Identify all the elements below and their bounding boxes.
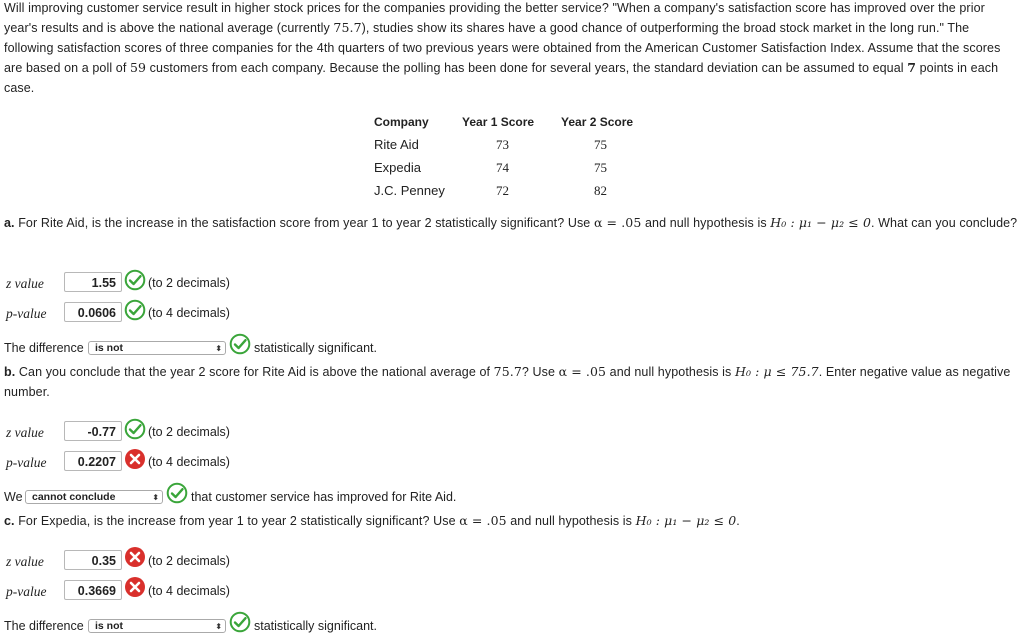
p-hint: (to 4 decimals) — [148, 306, 230, 320]
z-value-label: z value — [6, 554, 44, 569]
check-circle-icon — [124, 269, 146, 291]
part-b-z-input[interactable]: -0.77 — [64, 421, 122, 441]
p-hint: (to 4 decimals) — [148, 584, 230, 598]
part-c-p-input[interactable]: 0.3669 — [64, 580, 122, 600]
p-hint: (to 4 decimals) — [148, 455, 230, 469]
difference-prefix: The difference — [4, 619, 84, 633]
table-row: Expedia 74 75 — [374, 159, 607, 175]
p-value-label: p-value — [6, 455, 47, 470]
check-circle-icon — [229, 611, 251, 633]
we-prefix: We — [4, 490, 23, 504]
check-circle-icon — [229, 333, 251, 355]
p-value-label: p-value — [6, 584, 47, 599]
z-hint: (to 2 decimals) — [148, 276, 230, 290]
z-hint: (to 2 decimals) — [148, 554, 230, 568]
part-b-p-input[interactable]: 0.2207 — [64, 451, 122, 471]
part-c-question: c. For Expedia, is the increase from year 1 to year 2 statistically significant? Use α = .05 and null hypothesis is H₀ : μ₁ − μ₂ ≤ 0. — [4, 513, 740, 528]
header-year1: Year 1 Score — [462, 115, 535, 129]
x-circle-icon — [124, 448, 146, 470]
p-value-label: p-value — [6, 306, 47, 321]
part-a-difference-select[interactable]: is not ⬍ — [88, 341, 226, 355]
check-circle-icon — [124, 299, 146, 321]
part-a-question: a. For Rite Aid, is the increase in the satisfaction score from year 1 to year 2 statistically significant? Use α = .05 and null hypothesis is H₀ : μ₁ − μ₂ ≤ 0. What can you conclude? — [4, 215, 1018, 230]
difference-suffix: statistically significant. — [254, 619, 377, 633]
table-row: J.C. Penney 72 82 — [374, 182, 607, 198]
part-b-question: b. Can you conclude that the year 2 score for Rite Aid is above the national average of 75.7? Use α = .05 and null hypothesis is H₀ : μ ≤ 75.7. Enter negative value as negative number. — [4, 364, 1011, 399]
header-year2: Year 2 Score — [561, 115, 634, 129]
difference-prefix: The difference — [4, 341, 84, 355]
part-a-p-input[interactable]: 0.0606 — [64, 302, 122, 322]
x-circle-icon — [124, 546, 146, 568]
check-circle-icon — [124, 418, 146, 440]
table-row: Rite Aid 73 75 — [374, 136, 607, 152]
select-arrows-icon: ⬍ — [215, 622, 222, 631]
we-suffix: that customer service has improved for Rite Aid. — [191, 490, 457, 504]
check-circle-icon — [166, 482, 188, 504]
z-value-label: z value — [6, 276, 44, 291]
select-arrows-icon: ⬍ — [152, 493, 159, 502]
z-hint: (to 2 decimals) — [148, 425, 230, 439]
difference-suffix: statistically significant. — [254, 341, 377, 355]
header-company: Company — [374, 115, 429, 129]
z-value-label: z value — [6, 425, 44, 440]
part-a-z-input[interactable]: 1.55 — [64, 272, 122, 292]
scores-table — [374, 111, 651, 202]
x-circle-icon — [124, 576, 146, 598]
part-c-difference-select[interactable]: is not ⬍ — [88, 619, 226, 633]
part-b-conclusion-select[interactable]: cannot conclude ⬍ — [25, 490, 163, 504]
intro-paragraph: Will improving customer service result in higher stock prices for the companies providing the better service? "When a company's satisfaction score has improved over the prior year's results and is above the national average (currently 75.7), studies show its shares have a good chance of outperforming the broad stock market in the long run." The following satisfaction scores of three companies for the 4th quarters of two previous years were obtained from the American Customer Satisfaction Index. Assume that the scores are based on a poll of 59 customers from each company. Because the polling has been done for several years, the standard deviation can be assumed to equal 7 points in each case. — [4, 1, 1001, 95]
select-arrows-icon: ⬍ — [215, 344, 222, 353]
part-c-z-input[interactable]: 0.35 — [64, 550, 122, 570]
